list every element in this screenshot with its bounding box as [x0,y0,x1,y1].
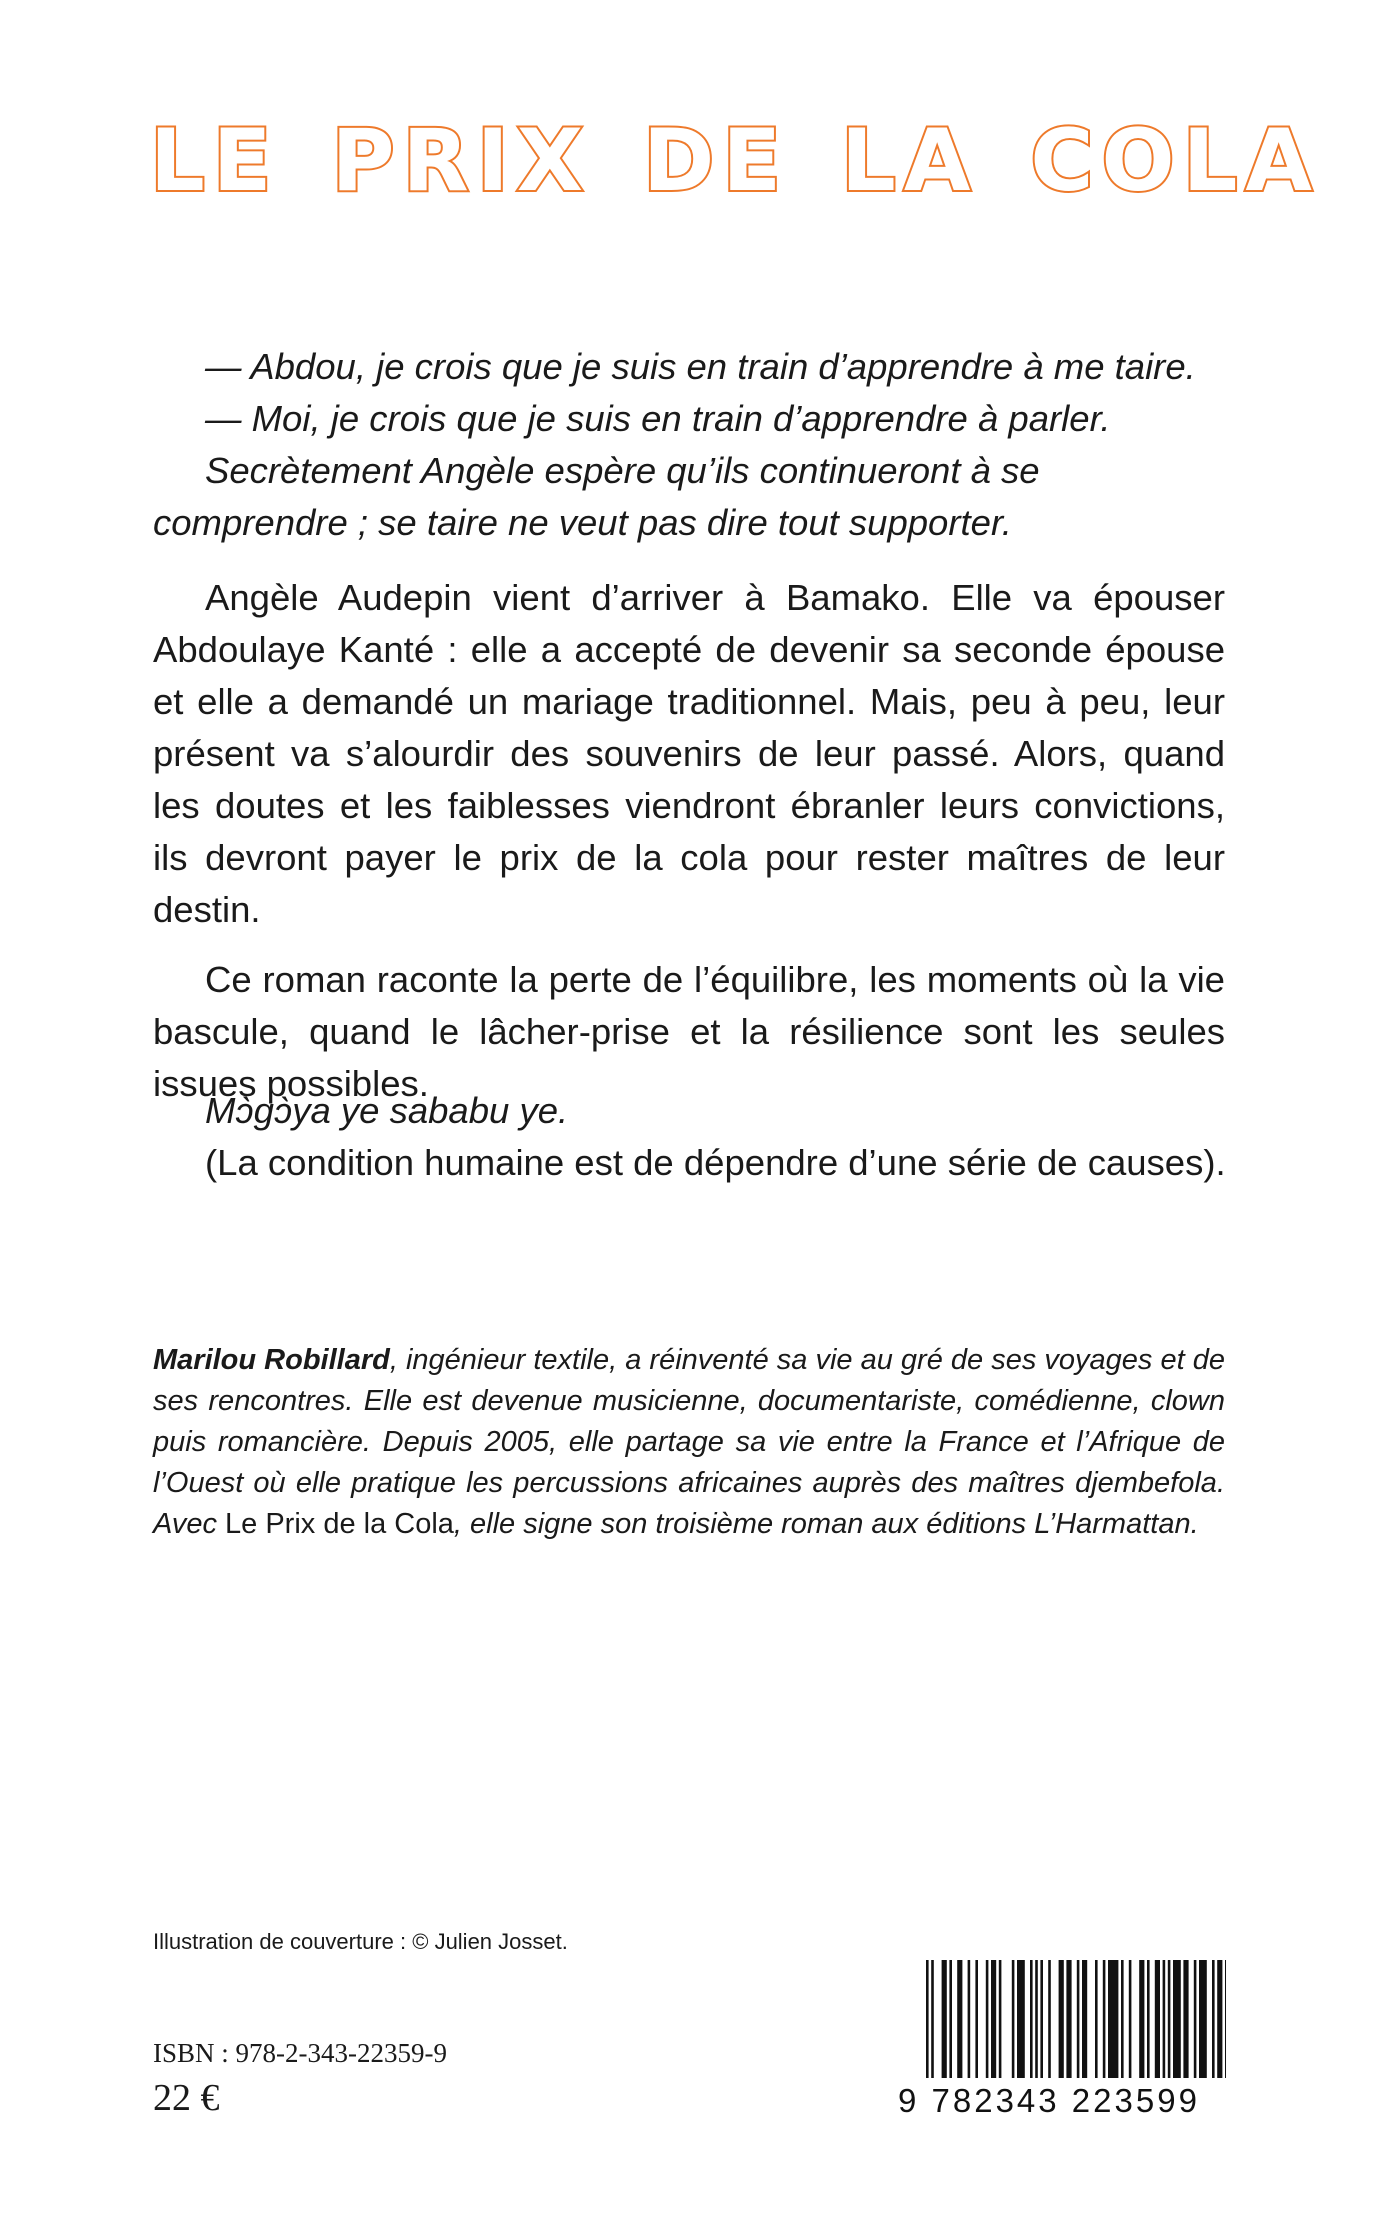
barcode-bar [975,1960,978,2078]
author-name: Marilou Robillard [153,1344,390,1376]
barcode-bar [926,1960,929,2078]
barcode-bar [1082,1960,1087,2078]
book-title: LE PRIX DE LA COLA [150,111,1320,211]
dialogue-line: — Moi, je crois que je suis en train d’apprendre à parler. [205,398,1111,439]
barcode-bar [1035,1960,1038,2078]
barcode-bar [968,1960,971,2078]
barcode-bar [1103,1960,1106,2078]
barcode-bar [1129,1960,1132,2078]
barcode [898,1960,1228,2125]
barcode-bar [942,1960,947,2078]
price: 22 € [153,2077,220,2119]
barcode-bar [1199,1960,1207,2078]
barcode-bar [1048,1960,1051,2078]
bio-text: , ingénieur textile, a réinventé sa vie au gré de ses voyages et de ses rencontres. Elle est devenue musicienne, documentariste, comédienne, clown puis romancière. Depuis 2005, elle partage sa vie entre la France et l’Afrique de l’Ouest où elle pratique les percussions africaines auprès des maîtres djembefola. Avec [153,1344,1225,1540]
barcode-bar [931,1960,934,2078]
barcode-bar [1217,1960,1222,2078]
barcode-bar [1225,1960,1226,2078]
barcode-bar [1077,1960,1080,2078]
barcode-bar [1194,1960,1197,2078]
barcode-bar [1147,1960,1150,2078]
barcode-bar [1155,1960,1160,2078]
barcode-bar [1066,1960,1071,2078]
barcode-bar [1183,1960,1188,2078]
cover-credit: Illustration de couverture : © Julien Josset. [153,1929,568,1954]
barcode-bar [1095,1960,1098,2078]
barcode-bar [1040,1960,1043,2078]
barcode-bar [986,1960,989,2078]
proverb [153,1085,1225,1189]
bio-book-title: Le Prix de la Cola [225,1508,454,1540]
barcode-bar [1121,1960,1124,2078]
author-bio [153,1340,1225,1545]
barcode-bar [999,1960,1002,2078]
summary-paragraph: Angèle Audepin vient d’arriver à Bamako. Elle va épouser Abdoulaye Kanté : elle a accepté de devenir sa seconde épouse et elle a demandé un mariage traditionnel. Mais, peu à peu, leur présent va s’alourdir des souvenirs de leur passé. Alors, quand les doutes et les faiblesses viendront ébranler leurs convictions, ils devront payer le prix de la cola pour rester maîtres de leur destin. [153,577,1225,930]
barcode-bar [1012,1960,1015,2078]
barcode-digits: 9 782343 223599 [898,2082,1200,2119]
isbn: ISBN : 978-2-343-22359-9 [153,2038,447,2068]
dialogue-line: — Abdou, je crois que je suis en train d’apprendre à me taire. [205,346,1196,387]
dialogue-line: Secrètement Angèle espère qu’ils continueront à se comprendre ; se taire ne veut pas dire tout supporter. [153,450,1040,543]
barcode-bar [949,1960,952,2078]
dialogue-excerpt [153,341,1225,549]
barcode-bar [957,1960,962,2078]
barcode-bar [1212,1960,1215,2078]
barcode-bar [1017,1960,1025,2078]
summary-paragraph: Ce roman raconte la perte de l’équilibre, les moments où la vie bascule, quand le lâcher-prise et la résilience sont les seules issues possibles. [153,959,1225,1104]
barcode-bar [1139,1960,1144,2078]
barcode-bar [1168,1960,1171,2078]
summary [153,572,1225,1128]
barcode-bar [1108,1960,1118,2078]
barcode-bar [1059,1960,1064,2078]
barcode-bar [1030,1960,1033,2078]
bio-text: , elle signe son troisième roman aux éditions L’Harmattan. [453,1508,1199,1540]
proverb-bambara: Mɔ̀gɔ̀ya ye sababu ye. [205,1090,569,1131]
proverb-translation: (La condition humaine est de dépendre d’une série de causes). [205,1142,1226,1183]
barcode-bar [1163,1960,1166,2078]
barcode-icon [926,1960,1226,2085]
barcode-bar [1173,1960,1181,2078]
barcode-bar [991,1960,996,2078]
